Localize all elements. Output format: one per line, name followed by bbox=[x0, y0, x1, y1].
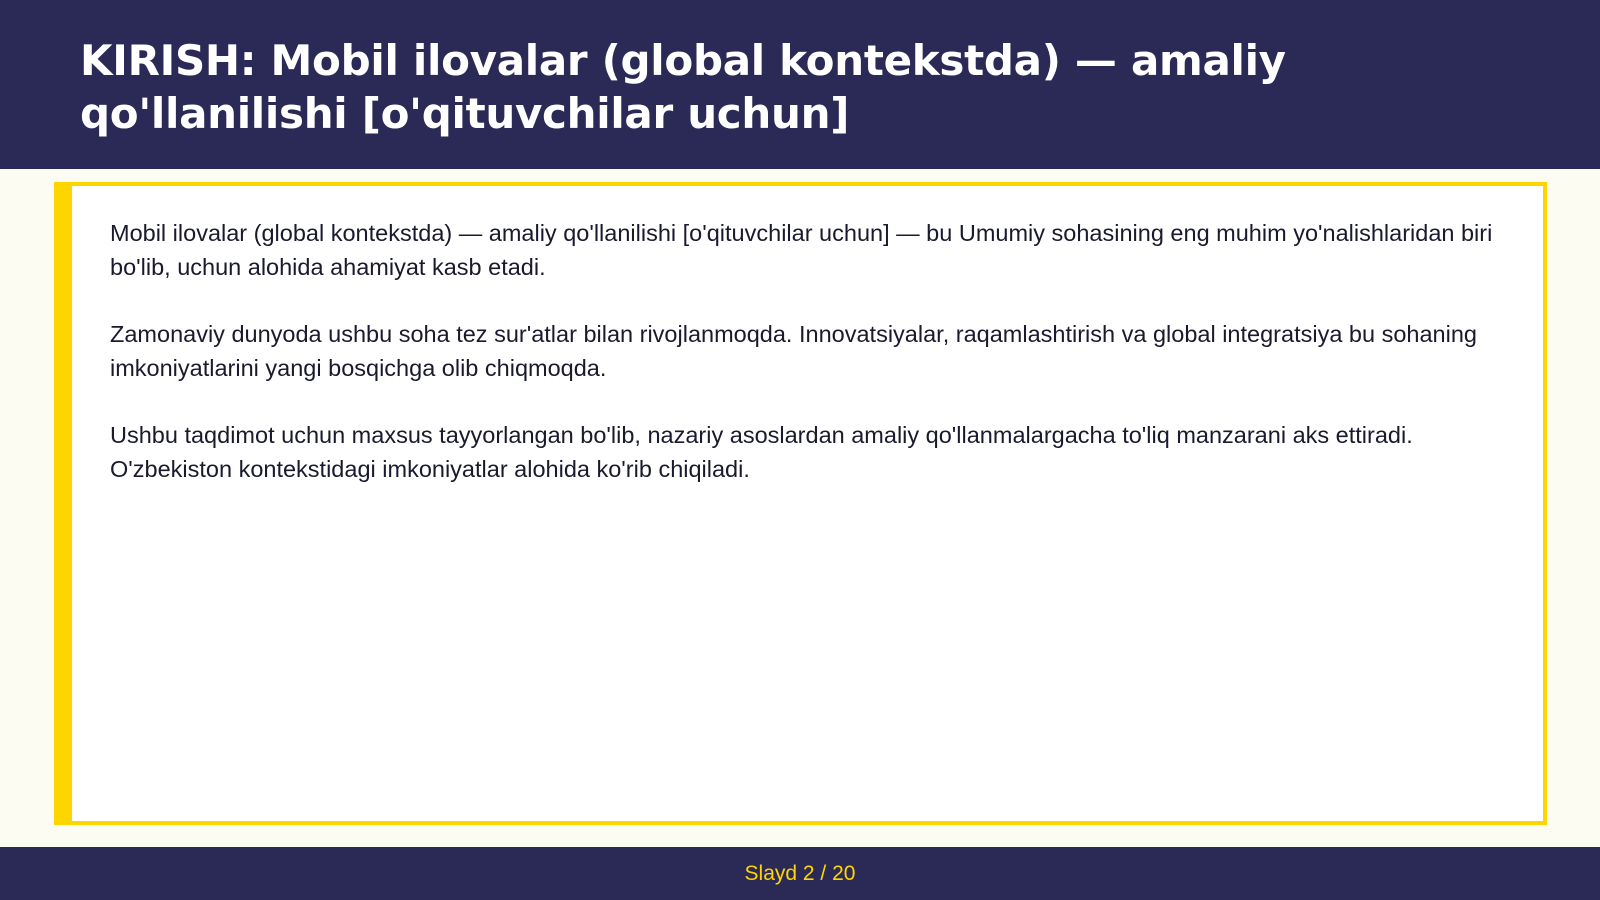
paragraph-modern-world: Zamonaviy dunyoda ushbu soha tez sur'atlar bilan rivojlanmoqda. Innovatsiyalar, raqamlashtirish va global integratsiya bu sohaning imkoniyatlarini yangi bosqichga olib chiqmoqda. bbox=[110, 321, 1477, 381]
paragraph-presentation-purpose: Ushbu taqdimot uchun maxsus tayyorlangan bo'lib, nazariy asoslardan amaliy qo'llanmalargacha to'liq manzarani aks ettiradi. O'zbekiston kontekstidagi imkoniyatlar alohida ko'rib chiqiladi. bbox=[110, 422, 1413, 482]
slide-header bbox=[0, 0, 1600, 169]
paragraph-intro: Mobil ilovalar (global kontekstda) — amaliy qo'llanilishi [o'qituvchilar uchun] — bu Umumiy sohasining eng muhim yo'nalishlaridan biri bo'lib, uchun alohida ahamiyat kasb etadi. bbox=[110, 220, 1493, 280]
content-body bbox=[110, 216, 1520, 519]
content-card bbox=[54, 182, 1547, 825]
slide-footer bbox=[0, 847, 1600, 900]
slide-title: KIRISH: Mobil ilovalar (global kontekstda) — amaliy qo'llanilishi [o'qituvchilar uchun] bbox=[80, 36, 1286, 138]
slide-counter: Slayd 2 / 20 bbox=[744, 862, 856, 885]
